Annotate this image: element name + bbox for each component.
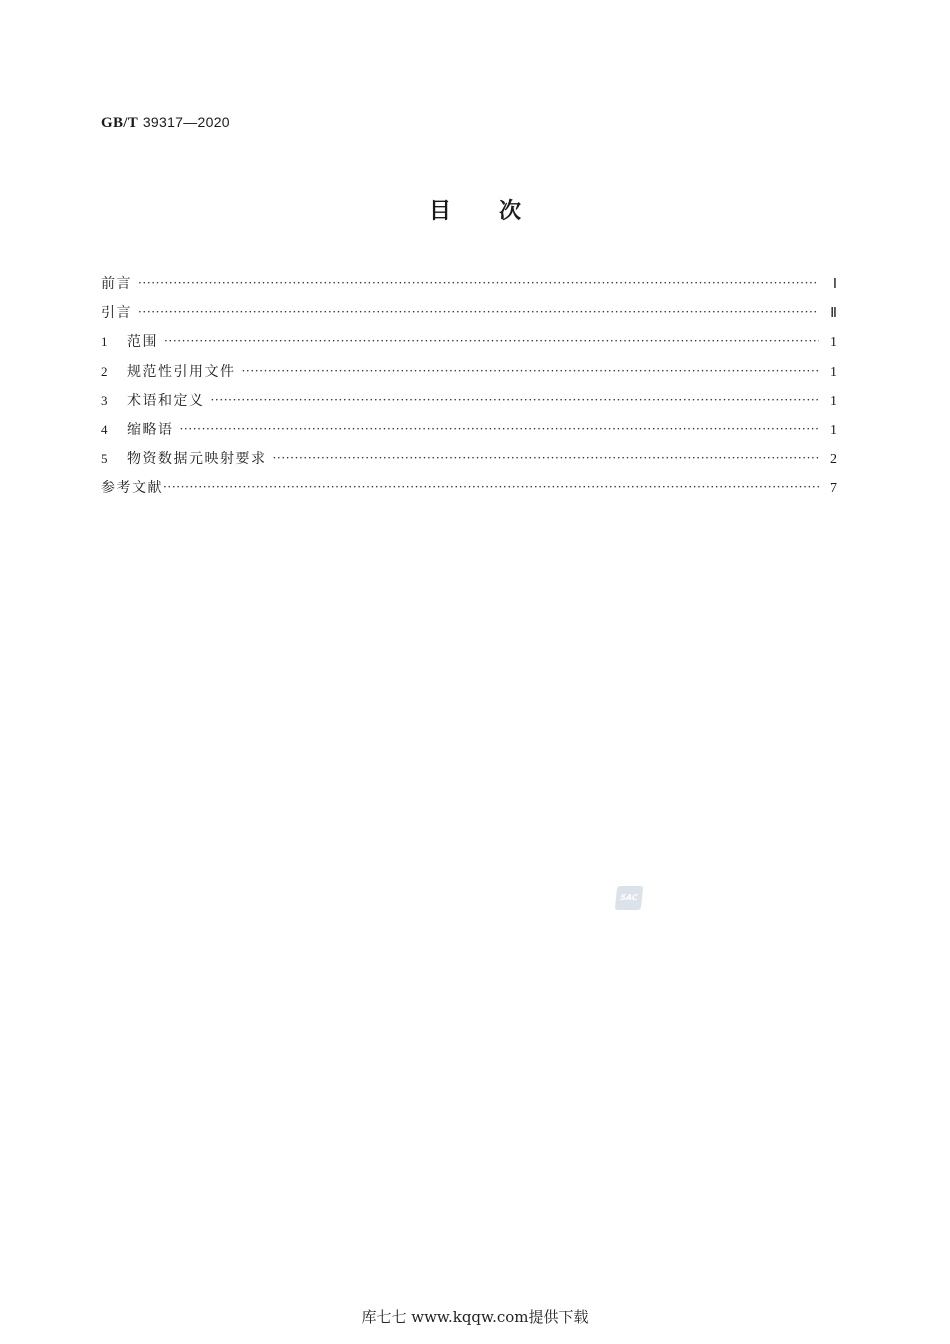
toc-entry-label: 缩略语 — [127, 421, 174, 438]
toc-entry-number: 5 — [101, 451, 108, 467]
download-source-footer: 库七七 www.kqqw.com提供下载 — [361, 1308, 589, 1326]
toc-entry-terms-definitions[interactable] — [101, 390, 837, 419]
page-title: 目次 — [428, 199, 569, 224]
toc-entry-label: 术语和定义 — [127, 392, 205, 409]
toc-leader-dots — [164, 332, 819, 346]
toc-entry-page: 2 — [830, 452, 837, 468]
toc-entry-introduction[interactable] — [101, 302, 837, 331]
toc-entry-label: 规范性引用文件 — [127, 363, 236, 380]
toc-entry-preface[interactable] — [101, 273, 837, 302]
toc-entry-label: 物资数据元映射要求 — [127, 451, 267, 468]
standard-code-number: 39317—2020 — [142, 114, 230, 130]
toc-entry-page: Ⅰ — [832, 277, 837, 292]
toc-leader-dots — [242, 362, 820, 376]
toc-entry-label: 参考文献 — [101, 480, 163, 497]
toc-entry-page: 1 — [830, 335, 837, 351]
toc-entry-bibliography[interactable] — [101, 477, 837, 506]
toc-leader-dots — [273, 449, 820, 463]
toc-leader-dots — [138, 303, 819, 317]
table-of-contents — [101, 273, 837, 507]
toc-entry-label: 范围 — [127, 334, 158, 351]
toc-leader-dots — [138, 274, 819, 288]
toc-entry-number: 2 — [101, 363, 108, 379]
toc-entry-page: 1 — [830, 364, 837, 380]
toc-leader-dots — [211, 391, 820, 405]
toc-entry-normative-references[interactable] — [101, 361, 837, 390]
toc-entry-label: 前言 — [101, 276, 132, 292]
toc-entry-page: Ⅱ — [830, 306, 837, 322]
toc-entry-mapping-requirements[interactable] — [101, 448, 837, 477]
toc-entry-page: 1 — [830, 393, 837, 409]
standard-code-prefix: GB/T — [101, 115, 139, 131]
toc-entry-number: 1 — [101, 334, 108, 350]
standard-code — [101, 114, 230, 132]
sac-watermark-logo: SAC — [615, 886, 644, 910]
toc-entry-number: 3 — [101, 392, 108, 408]
toc-entry-number: 4 — [101, 421, 108, 437]
toc-entry-label: 引言 — [101, 305, 132, 322]
toc-leader-dots — [163, 478, 819, 492]
toc-leader-dots — [180, 420, 820, 434]
toc-entry-page: 1 — [830, 422, 837, 438]
toc-entry-page: 7 — [830, 481, 837, 497]
toc-entry-scope[interactable] — [101, 331, 837, 360]
toc-entry-abbreviations[interactable] — [101, 419, 837, 448]
